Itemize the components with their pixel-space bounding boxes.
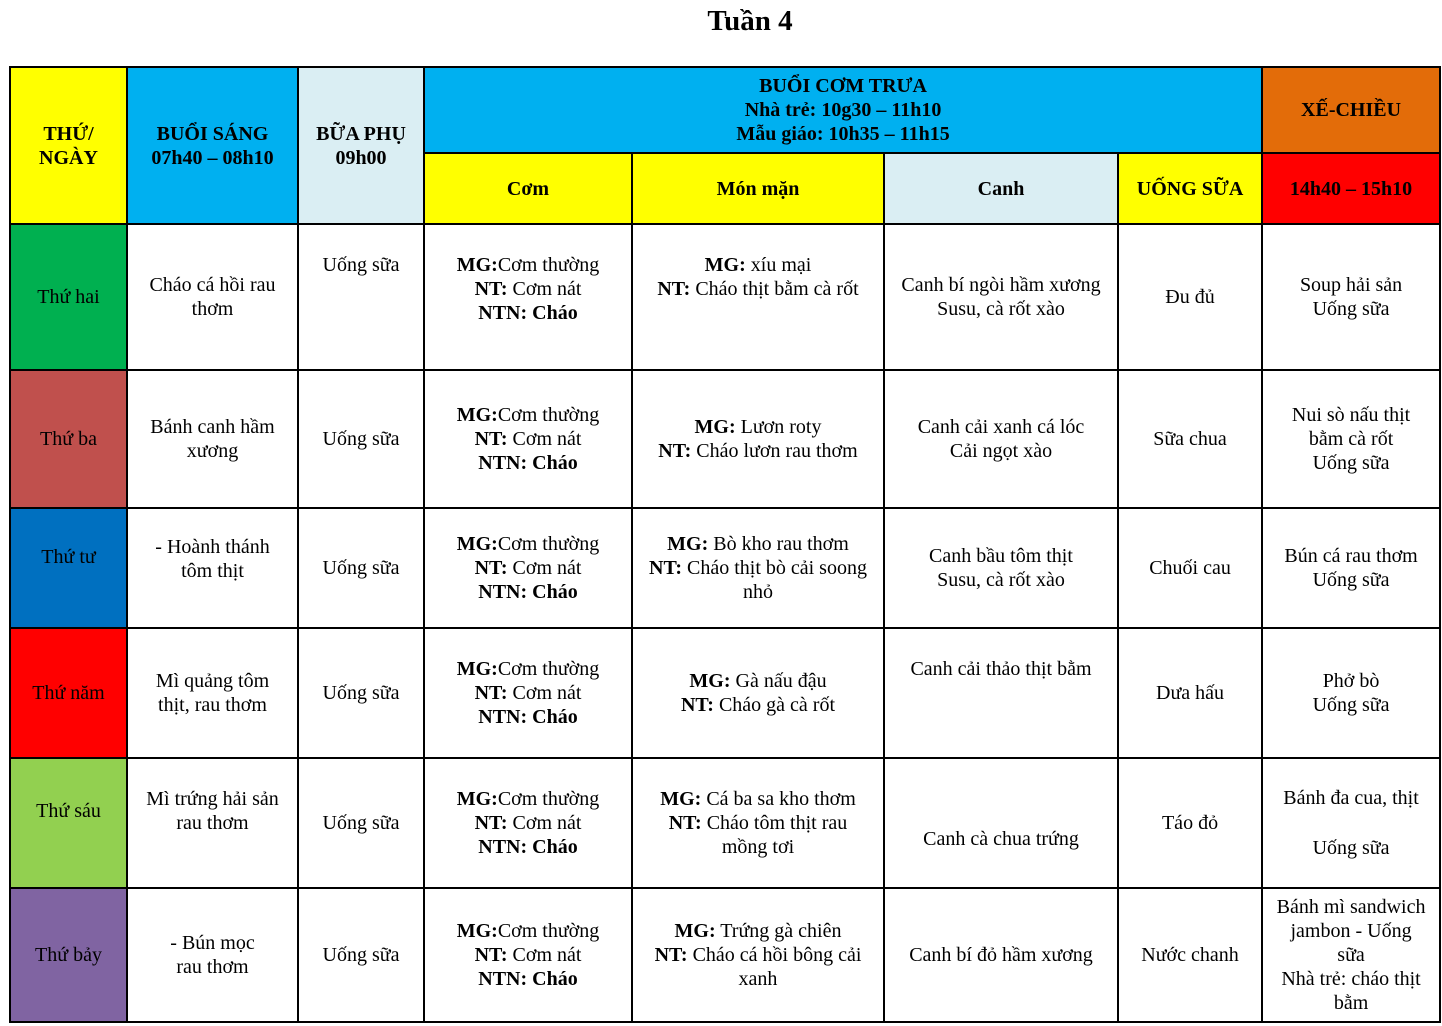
afternoon-cell <box>1262 758 1440 888</box>
header-thu-ngay-line1: THỨ/ <box>43 122 94 145</box>
milk-fruit-cell: Dưa hấu <box>1118 628 1262 758</box>
header-bua-phu-label: BỮA PHỤ <box>316 122 406 145</box>
mg-label: MG: <box>660 788 702 810</box>
main-dish-nt-value: Cháo lươn rau thơm <box>691 440 858 462</box>
main-dish-mg-line <box>636 532 880 556</box>
soup-line: Canh cải thảo thịt bằm <box>910 658 1092 680</box>
rice-ntn-value: Cháo <box>527 581 578 603</box>
nt-label: NT: <box>680 694 714 716</box>
breakfast-line: thơm <box>191 298 234 320</box>
ntn-label: NTN: <box>478 706 528 728</box>
ntn-label: NTN: <box>478 452 528 474</box>
afternoon-line: Uống sữa <box>1312 694 1390 716</box>
rice-ntn-value: Cháo <box>527 836 578 858</box>
afternoon-cell <box>1262 224 1440 370</box>
soup-cell <box>884 224 1118 370</box>
nt-label: NT: <box>649 557 682 579</box>
main-dish-cell <box>632 224 884 370</box>
header-bua-phu-time: 09h00 <box>335 146 387 169</box>
main-dish-mg-line <box>636 253 880 277</box>
nt-label: NT: <box>474 682 508 704</box>
table-row <box>10 508 1440 628</box>
afternoon-line: jambon - Uống <box>1290 920 1412 942</box>
rice-ntn-line <box>428 301 628 325</box>
soup-line: Cải ngọt xào <box>949 440 1053 462</box>
header-buoi-sang-label: BUỔI SÁNG <box>156 122 269 145</box>
milk-fruit-cell: Chuối cau <box>1118 508 1262 628</box>
nt-label: NT: <box>474 944 508 966</box>
soup-line: Canh cà chua trứng <box>923 828 1079 850</box>
mg-label: MG: <box>456 658 498 680</box>
main-dish-nt-value-cont: nhỏ <box>743 581 773 603</box>
day-cell: Thứ tư <box>10 508 127 628</box>
table-row <box>10 224 1440 370</box>
rice-mg-line <box>428 787 628 811</box>
main-dish-nt-value: Cháo thịt bằm cà rốt <box>690 278 859 300</box>
nt-label: NT: <box>668 812 702 834</box>
afternoon-line: Phở bò <box>1322 670 1380 692</box>
rice-mg-line <box>428 403 628 427</box>
main-dish-mg-line <box>636 669 880 693</box>
afternoon-cell <box>1262 888 1440 1022</box>
rice-nt-value: Cơm nát <box>507 812 582 834</box>
header-xe-chieu <box>1262 67 1440 153</box>
main-dish-mg-value: Lươn roty <box>735 416 822 438</box>
main-dish-nt-value: Cháo cá hồi bông cải <box>687 944 862 966</box>
breakfast-cell <box>127 224 298 370</box>
ntn-label: NTN: <box>478 581 528 603</box>
main-dish-mg-value: xíu mại <box>745 254 812 276</box>
mg-label: MG: <box>456 533 498 555</box>
main-dish-nt-value-cont: xanh <box>738 968 778 990</box>
breakfast-cell <box>127 370 298 508</box>
nt-label: NT: <box>657 278 691 300</box>
rice-cell <box>424 758 632 888</box>
afternoon-line <box>1266 810 1436 836</box>
mg-label: MG: <box>456 254 498 276</box>
breakfast-line: rau thơm <box>176 812 249 834</box>
header-xe-chieu-label: XẾ-CHIỀU <box>1301 99 1402 121</box>
snack-cell: Uống sữa <box>298 224 424 370</box>
mg-label: MG: <box>689 670 731 692</box>
rice-nt-value: Cơm nát <box>507 944 582 966</box>
afternoon-cell <box>1262 628 1440 758</box>
breakfast-line: - Bún mọc <box>170 932 255 954</box>
soup-line: Canh cải xanh cá lóc <box>917 416 1085 438</box>
mg-label: MG: <box>667 533 709 555</box>
breakfast-line: Mì quảng tôm <box>155 670 270 692</box>
main-dish-mg-value: Gà nấu đậu <box>730 670 827 692</box>
rice-mg-line <box>428 919 628 943</box>
afternoon-line: Uống sữa <box>1312 837 1390 859</box>
table-row <box>10 758 1440 888</box>
main-dish-nt-line <box>636 811 880 835</box>
afternoon-line: Uống sữa <box>1312 452 1390 474</box>
nt-label: NT: <box>658 440 692 462</box>
breakfast-cell <box>127 628 298 758</box>
main-dish-nt-line <box>636 943 880 967</box>
rice-ntn-line <box>428 580 628 604</box>
rice-ntn-line <box>428 705 628 729</box>
mg-label: MG: <box>456 404 498 426</box>
header-buoi-com-trua <box>424 67 1262 153</box>
main-dish-cell <box>632 370 884 508</box>
rice-mg-value: Cơm thường <box>497 658 600 680</box>
rice-cell <box>424 370 632 508</box>
nt-label: NT: <box>474 557 508 579</box>
header-thu-ngay-line2: NGÀY <box>39 146 98 169</box>
header-bua-phu <box>298 67 424 224</box>
main-dish-cell <box>632 628 884 758</box>
header-com-trua-label: BUỔI CƠM TRƯA <box>759 75 927 97</box>
rice-mg-value: Cơm thường <box>497 533 600 555</box>
main-dish-nt-line <box>636 439 880 463</box>
breakfast-cell <box>127 508 298 628</box>
ntn-label: NTN: <box>478 836 528 858</box>
breakfast-cell <box>127 758 298 888</box>
snack-cell: Uống sữa <box>298 628 424 758</box>
rice-nt-line <box>428 943 628 967</box>
soup-line: Susu, cà rốt xào <box>937 569 1065 591</box>
afternoon-line: Bún cá rau thơm <box>1284 545 1418 567</box>
header-mau-giao-time: Mẫu giáo: 10h35 – 11h15 <box>736 123 950 145</box>
soup-line: Canh bí đỏ hầm xương <box>909 944 1093 966</box>
rice-ntn-value: Cháo <box>527 968 578 990</box>
day-cell: Thứ sáu <box>10 758 127 888</box>
afternoon-line: Uống sữa <box>1312 298 1390 320</box>
rice-ntn-line <box>428 967 628 991</box>
weekly-menu-table <box>9 66 1441 1023</box>
main-dish-nt-value: Cháo thịt bò cải soong <box>681 557 867 579</box>
mg-label: MG: <box>704 254 746 276</box>
header-uong-sua: UỐNG SỮA <box>1118 153 1262 224</box>
rice-ntn-line <box>428 835 628 859</box>
snack-cell: Uống sữa <box>298 370 424 508</box>
mg-label: MG: <box>456 920 498 942</box>
rice-ntn-value: Cháo <box>527 302 578 324</box>
page-title: Tuần 4 <box>707 5 793 37</box>
soup-cell <box>884 758 1118 888</box>
mg-label: MG: <box>674 920 716 942</box>
main-dish-nt-value: Cháo gà cà rốt <box>713 694 836 716</box>
table-row <box>10 628 1440 758</box>
day-cell: Thứ ba <box>10 370 127 508</box>
rice-cell <box>424 888 632 1022</box>
day-cell: Thứ hai <box>10 224 127 370</box>
soup-line: Canh bí ngòi hầm xương <box>901 274 1101 296</box>
rice-nt-value: Cơm nát <box>507 682 582 704</box>
rice-mg-value: Cơm thường <box>497 404 600 426</box>
rice-nt-line <box>428 811 628 835</box>
header-buoi-sang-time: 07h40 – 08h10 <box>151 146 274 169</box>
header-buoi-sang <box>127 67 298 224</box>
main-dish-nt-value: Cháo tôm thịt rau <box>701 812 848 834</box>
soup-cell <box>884 628 1118 758</box>
soup-line: Susu, cà rốt xào <box>937 298 1065 320</box>
rice-nt-line <box>428 277 628 301</box>
ntn-label: NTN: <box>478 968 528 990</box>
table-row <box>10 888 1440 1022</box>
soup-cell <box>884 508 1118 628</box>
mg-label: MG: <box>694 416 736 438</box>
rice-cell <box>424 508 632 628</box>
main-dish-nt-value-cont: mồng tơi <box>721 836 795 858</box>
main-dish-nt-line <box>636 693 880 717</box>
soup-cell <box>884 370 1118 508</box>
breakfast-line: tôm thịt <box>181 560 244 582</box>
rice-ntn-value: Cháo <box>527 706 578 728</box>
breakfast-line: - Hoành thánh <box>155 536 270 558</box>
main-dish-mg-value: Cá ba sa kho thơm <box>701 788 856 810</box>
nt-label: NT: <box>474 812 508 834</box>
afternoon-line: Bánh đa cua, thịt <box>1283 787 1419 809</box>
header-xe-chieu-time: 14h40 – 15h10 <box>1262 153 1440 224</box>
main-dish-nt-line <box>636 556 880 580</box>
header-thu-ngay <box>10 67 127 224</box>
main-dish-mg-line <box>636 919 880 943</box>
day-cell: Thứ năm <box>10 628 127 758</box>
rice-ntn-line <box>428 451 628 475</box>
table-row <box>10 370 1440 508</box>
soup-cell <box>884 888 1118 1022</box>
header-nha-tre-time: Nhà trẻ: 10g30 – 11h10 <box>744 99 942 121</box>
rice-mg-line <box>428 657 628 681</box>
milk-fruit-cell: Sữa chua <box>1118 370 1262 508</box>
breakfast-line: Mì trứng hải sản <box>146 788 279 810</box>
afternoon-line: Bánh mì sandwich <box>1276 896 1426 918</box>
afternoon-line: Uống sữa <box>1312 569 1390 591</box>
rice-nt-value: Cơm nát <box>507 557 582 579</box>
afternoon-line: bằm <box>1333 992 1369 1014</box>
breakfast-cell <box>127 888 298 1022</box>
milk-fruit-cell: Đu đủ <box>1118 224 1262 370</box>
soup-line: Canh bầu tôm thịt <box>929 545 1073 567</box>
breakfast-line: thịt, rau thơm <box>158 694 267 716</box>
breakfast-line: Cháo cá hồi rau <box>149 274 276 296</box>
rice-ntn-value: Cháo <box>527 452 578 474</box>
main-dish-cell <box>632 508 884 628</box>
afternoon-line: bằm cà rốt <box>1308 428 1394 450</box>
snack-cell: Uống sữa <box>298 888 424 1022</box>
milk-fruit-cell: Nước chanh <box>1118 888 1262 1022</box>
afternoon-cell <box>1262 508 1440 628</box>
main-dish-mg-value: Trứng gà chiên <box>715 920 842 942</box>
nt-label: NT: <box>654 944 688 966</box>
main-dish-mg-value: Bò kho rau thơm <box>708 533 849 555</box>
rice-mg-line <box>428 532 628 556</box>
rice-mg-value: Cơm thường <box>497 920 600 942</box>
main-dish-nt-line <box>636 277 880 301</box>
nt-label: NT: <box>474 428 508 450</box>
rice-mg-line <box>428 253 628 277</box>
header-com: Cơm <box>424 153 632 224</box>
afternoon-cell <box>1262 370 1440 508</box>
afternoon-line: Soup hải sản <box>1299 274 1403 296</box>
header-mon-man: Món mặn <box>632 153 884 224</box>
milk-fruit-cell: Táo đỏ <box>1118 758 1262 888</box>
mg-label: MG: <box>456 788 498 810</box>
rice-nt-line <box>428 681 628 705</box>
afternoon-line: sữa <box>1337 944 1365 966</box>
main-dish-mg-line <box>636 787 880 811</box>
ntn-label: NTN: <box>478 302 528 324</box>
main-dish-mg-line <box>636 415 880 439</box>
breakfast-line: rau thơm <box>176 956 249 978</box>
rice-nt-line <box>428 556 628 580</box>
rice-mg-value: Cơm thường <box>497 788 600 810</box>
snack-cell: Uống sữa <box>298 758 424 888</box>
main-dish-cell <box>632 758 884 888</box>
rice-nt-value: Cơm nát <box>507 428 582 450</box>
rice-nt-line <box>428 427 628 451</box>
rice-mg-value: Cơm thường <box>497 254 600 276</box>
main-dish-cell <box>632 888 884 1022</box>
rice-cell <box>424 628 632 758</box>
rice-cell <box>424 224 632 370</box>
nt-label: NT: <box>474 278 508 300</box>
breakfast-line: xương <box>186 440 239 462</box>
afternoon-line: Nui sò nấu thịt <box>1291 404 1411 426</box>
breakfast-line: Bánh canh hầm <box>150 416 275 438</box>
day-cell: Thứ bảy <box>10 888 127 1022</box>
header-canh: Canh <box>884 153 1118 224</box>
rice-nt-value: Cơm nát <box>507 278 582 300</box>
snack-cell: Uống sữa <box>298 508 424 628</box>
afternoon-line: Nhà trẻ: cháo thịt <box>1281 968 1421 990</box>
